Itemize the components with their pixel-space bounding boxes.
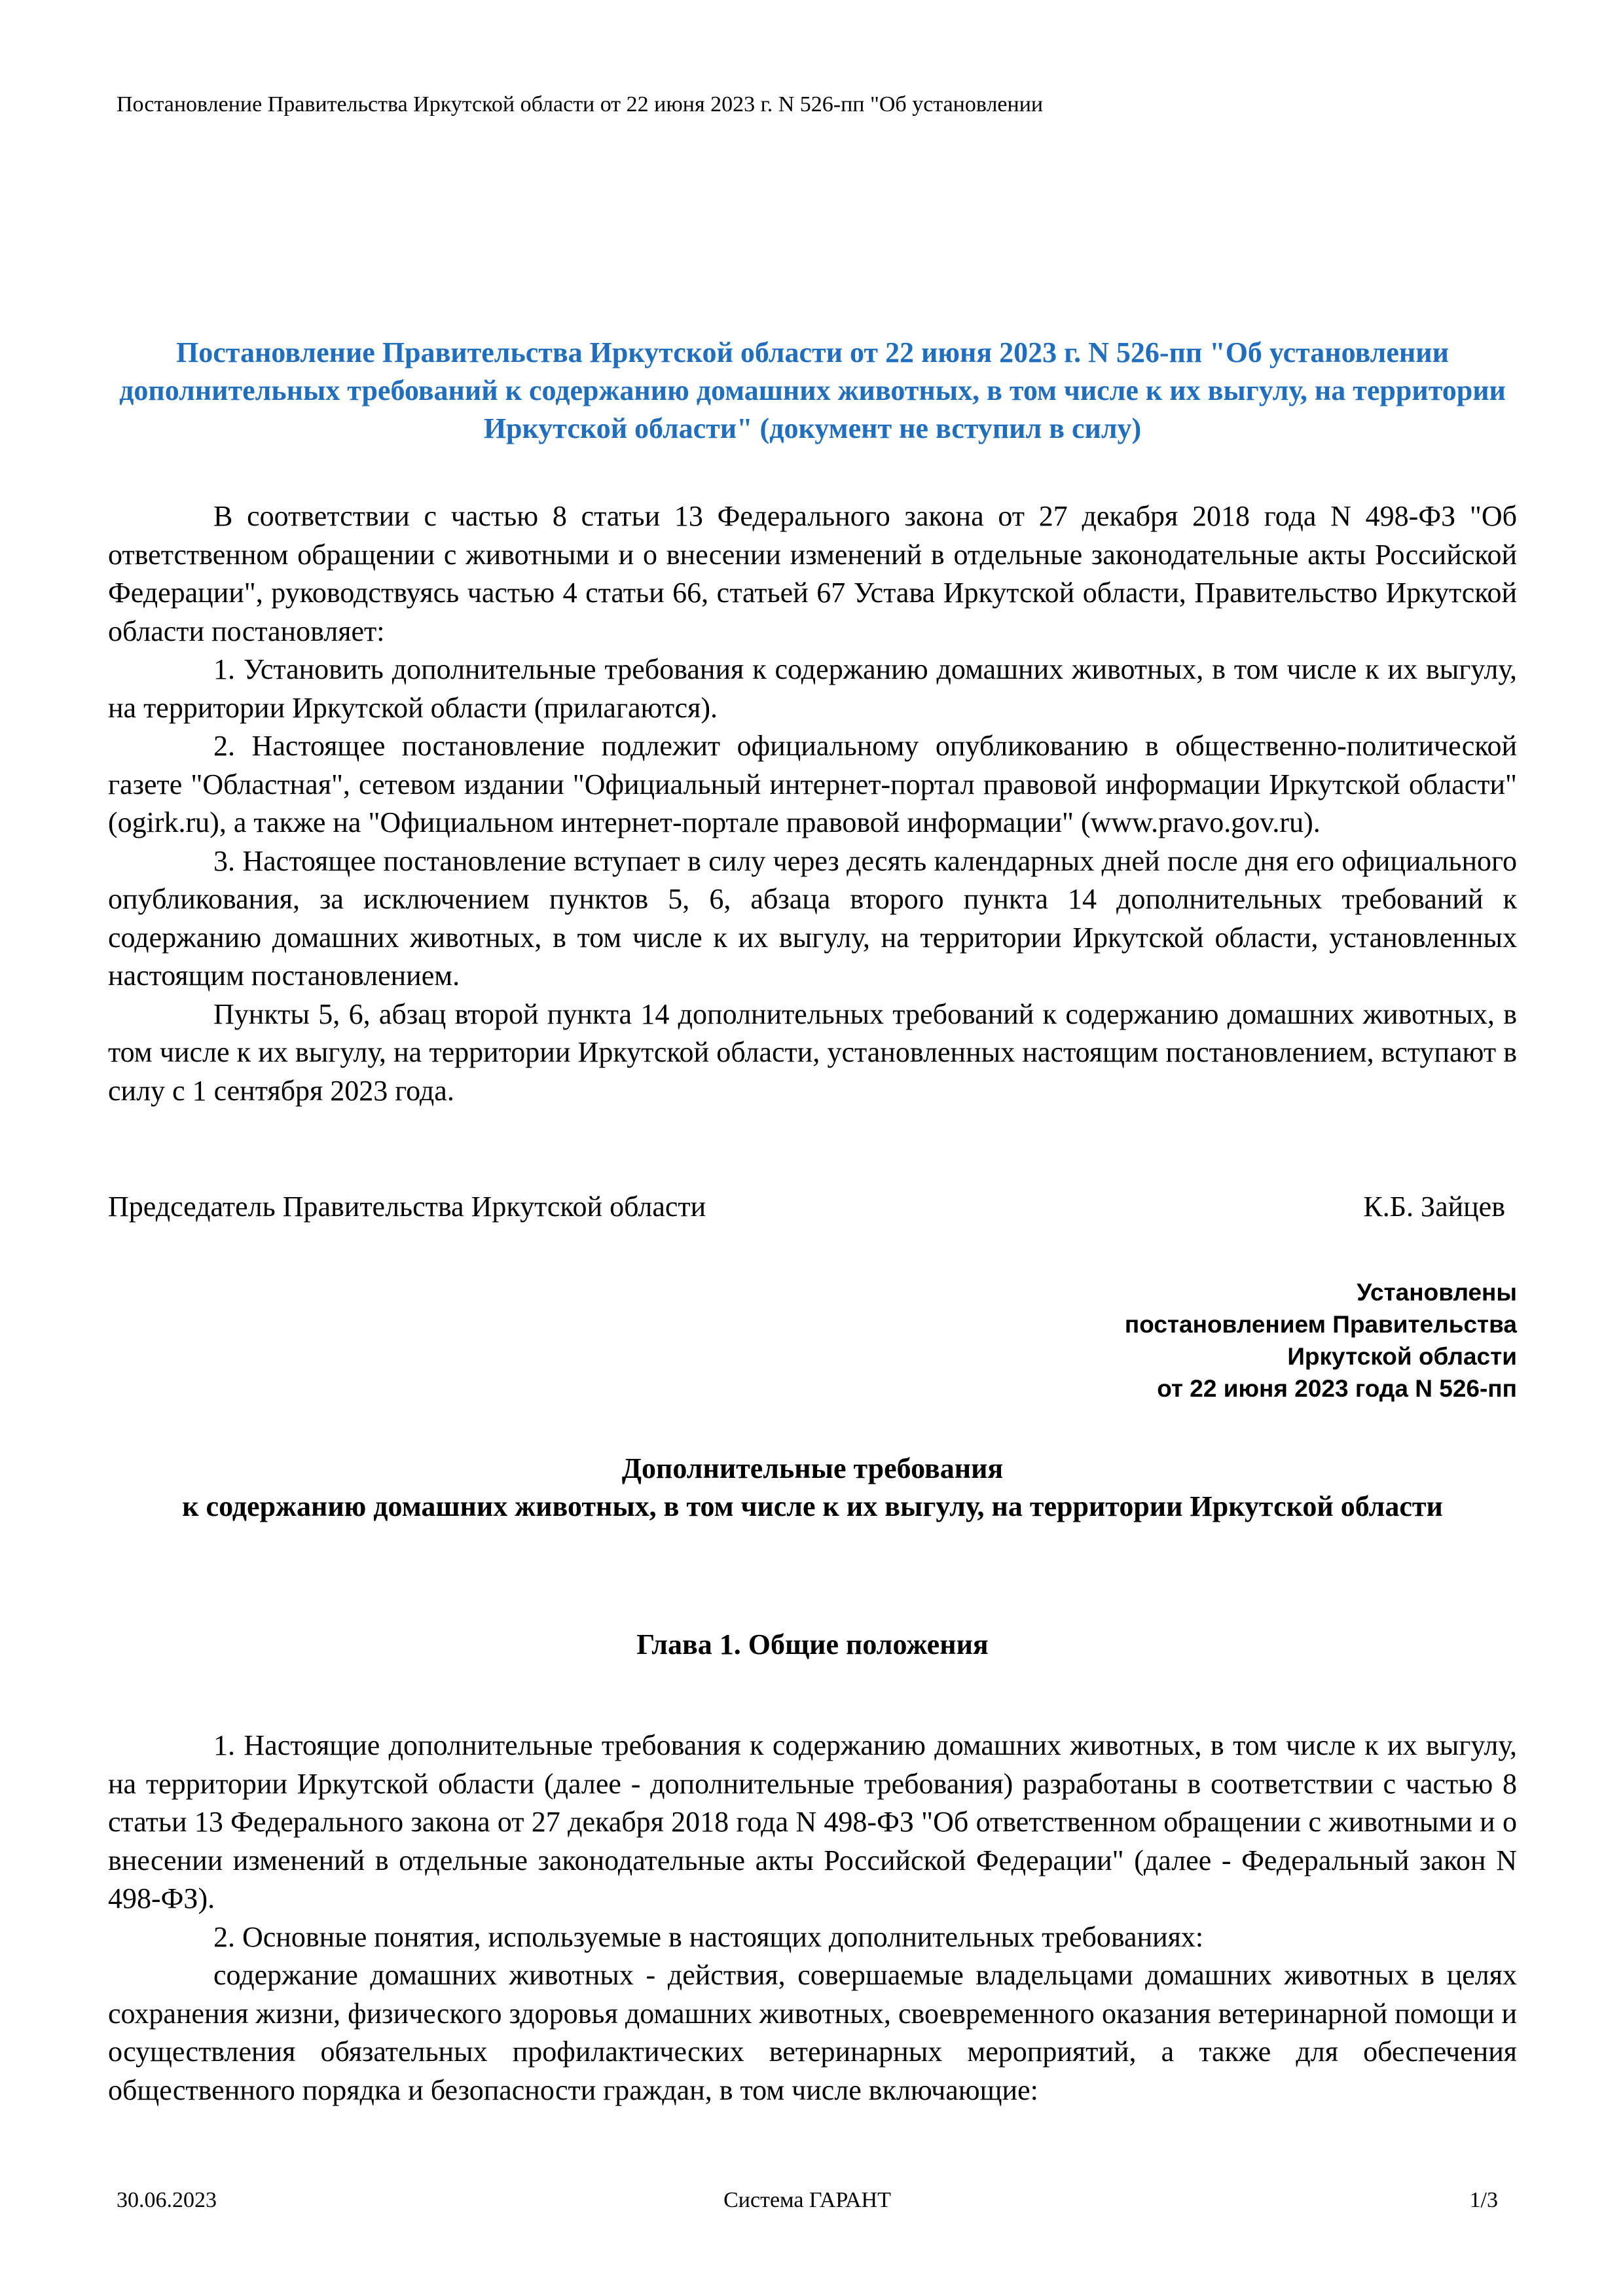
- approval-line: от 22 июня 2023 года N 526-пп: [1157, 1375, 1517, 1402]
- signatory-name: К.Б. Зайцев: [1363, 1191, 1505, 1223]
- preamble-paragraph: 2. Настоящее постановление подлежит официальному опубликованию в общественно-политической газете "Областная", сетевом издании "Официальный интернет-портал правовой информации Иркутской области" (ogirk.ru), а также на "Официальном интернет-портале правовой информации" (www.pravo.gov.ru).: [108, 730, 1517, 838]
- approval-line: Иркутской области: [1287, 1343, 1517, 1370]
- requirements-title-line: к содержанию домашних животных, в том числе к их выгулу, на территории Иркутской области: [182, 1490, 1443, 1522]
- chapter-paragraph: 1. Настоящие дополнительные требования к содержанию домашних животных, в том числе к их выгулу, на территории Иркутской области (далее - дополнительные требования) разработаны в соответствии с частью 8 статьи 13 Федерального закона от 27 декабря 2018 года N 498-ФЗ "Об ответственном обращении с животными и о внесении изменений в отдельные законодательные акты Российской Федерации" (далее - Федеральный закон N 498-ФЗ).: [108, 1729, 1517, 1914]
- approval-stamp: [1125, 1276, 1517, 1405]
- preamble: [108, 497, 1517, 1110]
- preamble-paragraph: 3. Настоящее постановление вступает в силу через десять календарных дней после дня его официального опубликования, за исключением пунктов 5, 6, абзаца второго пункта 14 дополнительных требований к содержанию домашних животных, в том числе к их выгулу, на территории Иркутской области, установленных настоящим постановлением.: [108, 844, 1517, 992]
- approval-line: постановлением Правительства: [1124, 1311, 1517, 1338]
- approval-line: Установлены: [1357, 1279, 1517, 1306]
- requirements-title-line: Дополнительные требования: [621, 1452, 1004, 1484]
- chapter-heading: Глава 1. Общие положения: [636, 1628, 989, 1660]
- chapter-body: [108, 1727, 1517, 2109]
- preamble-paragraph: Пункты 5, 6, абзац второй пункта 14 дополнительных требований к содержанию домашних животных, в том числе к их выгулу, на территории Иркутской области, установленных настоящим постановлением, вступают в силу с 1 сентября 2023 года.: [108, 997, 1517, 1107]
- footer-system-name: Система ГАРАНТ: [723, 2188, 891, 2212]
- document-title-link[interactable]: Постановление Правительства Иркутской области от 22 июня 2023 г. N 526-пп "Об установлении дополнительных требований к содержанию домашних животных, в том числе к их выгулу, на территории Иркутской области" (документ не вступил в силу): [119, 336, 1506, 444]
- preamble-paragraph: В соответствии с частью 8 статьи 13 Федерального закона от 27 декабря 2018 года N 498-ФЗ "Об ответственном обращении с животными и о внесении изменений в отдельные законодательные акты Российской Федерации", руководствуясь частью 4 статьи 66, статьей 67 Устава Иркутской области, Правительство Иркутской области постановляет:: [108, 500, 1517, 647]
- chapter-paragraph: содержание домашних животных - действия, совершаемые владельцами домашних животных в целях сохранения жизни, физического здоровья домашних животных, своевременного оказания ветеринарной помощи и осуществления обязательных профилактических ветеринарных мероприятий, а также для обеспечения общественного порядка и безопасности граждан, в том числе включающие:: [108, 1959, 1517, 2106]
- running-header: Постановление Правительства Иркутской области от 22 июня 2023 г. N 526-пп "Об установлении: [117, 92, 1044, 117]
- preamble-paragraph: 1. Установить дополнительные требования к содержанию домашних животных, в том числе к их выгулу, на территории Иркутской области (прилагаются).: [108, 653, 1517, 724]
- footer-date: 30.06.2023: [117, 2188, 217, 2212]
- chapter-paragraph: 2. Основные понятия, используемые в настоящих дополнительных требованиях:: [213, 1920, 1204, 1953]
- footer-page-number: 1/3: [1469, 2188, 1498, 2212]
- signatory-position: Председатель Правительства Иркутской области: [108, 1191, 706, 1223]
- requirements-title: [108, 1450, 1517, 1526]
